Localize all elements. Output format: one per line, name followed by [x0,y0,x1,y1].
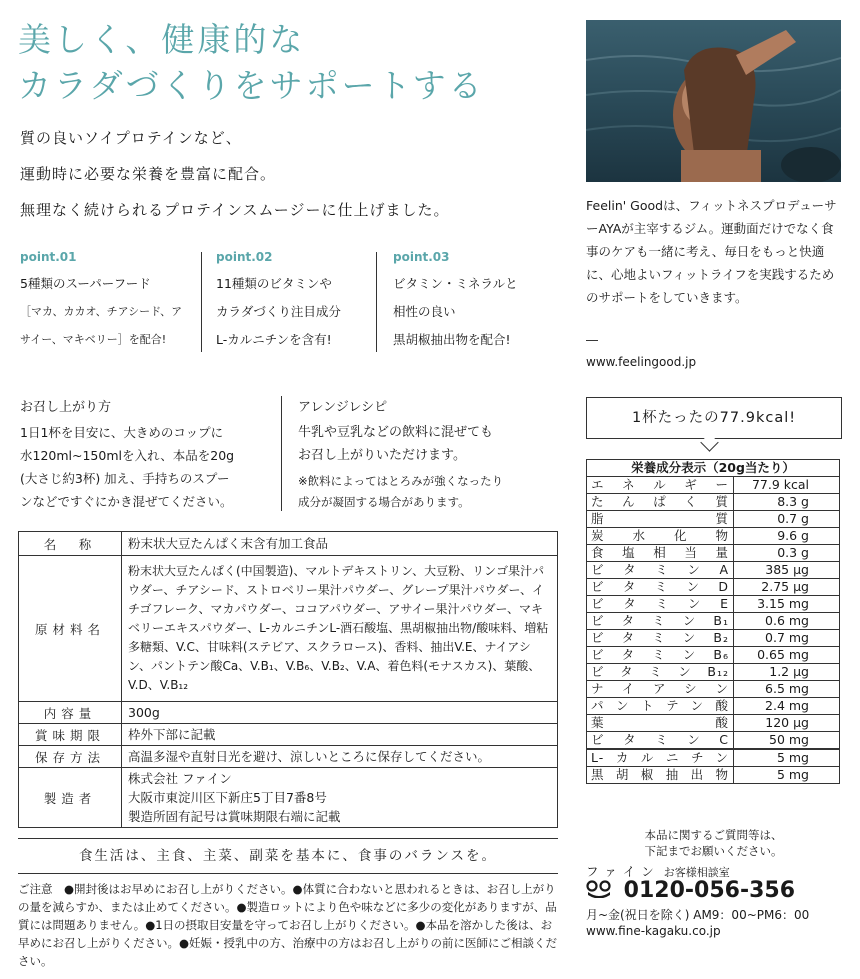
manufacturer-value [122,768,558,828]
nutrient-value: 120 μg [734,715,840,732]
arrange-section [298,396,560,513]
table-row [19,532,558,556]
serving-section [20,396,275,513]
arrange-line-1: 牛乳や豆乳などの飲料に混ぜても [298,425,494,440]
table-row [19,746,558,768]
table-row [587,494,840,511]
ingredients-label: 原材料名 [19,556,122,702]
point-03-line-1: ビタミン・ミネラルと [393,276,518,291]
serving-line-2: 水120ml~150mlを入れ、本品を20g [20,448,235,463]
ingredients-value: 粉末状大豆たんぱく(中国製造)、マルトデキストリン、大豆粉、リンゴ果汁パウダー、チアシード、ストロベリー果汁パウダー、グレープ果汁パウダー、イチゴフレーク、マカパウダー、ココアパウダー、アサイー果汁パウダー、マキベリーエキスパウダー、L-カルニチンL-酒石酸塩、黒胡椒抽出物/酸味料、増粘多糖類、V.C、甘味料(ステビア、スクラロース)、香料、抽出V.E、ナイアシン、パントテン酸Ca、V.B₁、V.B₆、V.B₂、V.A、着色料(モナスカス)、葉酸、V.D、V.B₁₂ [122,556,558,702]
nutrient-name: ビタミンC [587,732,734,750]
product-name-value: 粉末状大豆たんぱく末含有加工食品 [122,532,558,556]
headline-line-2: カラダづくりをサポートする [18,66,485,105]
manufacturer-company: 株式会社 ファイン [128,771,232,786]
nutrition-table [586,459,840,784]
point-03-line-2: 相性の良い [393,304,456,319]
table-row [587,562,840,579]
product-info-table [18,531,558,828]
nutrient-value: 0.65 mg [734,647,840,664]
point-divider-2 [376,252,377,352]
point-02-line-3: L-カルニチンを含有! [216,332,332,347]
nutrient-name: 黒胡椒抽出物 [587,767,734,784]
table-row [587,681,840,698]
nutrient-value: 1.2 μg [734,664,840,681]
table-row [587,528,840,545]
point-02-line-1: 11種類のビタミンや [216,276,332,291]
point-03-line-3: 黒胡椒抽出物を配合! [393,332,511,347]
nutrition-rows [587,477,840,750]
volume-label: 内容量 [19,702,122,724]
nutrient-value: 0.7 g [734,511,840,528]
nutrient-name: ビタミンB₂ [587,630,734,647]
nutrient-value: 0.7 mg [734,630,840,647]
nutrient-value: 0.6 mg [734,613,840,630]
table-row [587,511,840,528]
nutrient-name: 炭水化物 [587,528,734,545]
nutrient-name: ビタミンD [587,579,734,596]
table-row [19,724,558,746]
nutrient-name: 葉酸 [587,715,734,732]
business-hours: 月~金(祝日を除く) AM9：00~PM6：00 [586,908,810,922]
fine-kagaku-url[interactable]: www.fine-kagaku.co.jp [586,924,721,938]
storage-value: 高温多湿や直射日光を避け、涼しいところに保存してください。 [122,746,558,768]
nutrient-value: 50 mg [734,732,840,750]
nutrient-name: パントテン酸 [587,698,734,715]
nutrient-name: L-カルニチン [587,749,734,767]
storage-label: 保存方法 [19,746,122,768]
table-row [587,664,840,681]
nutrient-name: 食塩相当量 [587,545,734,562]
company-name: ファイン [586,864,660,879]
nutrient-value: 3.15 mg [734,596,840,613]
point-01-line-1: 5種類のスーパーフード [20,276,151,291]
point-01-line-2: ［マカ、カカオ、チアシード、ア [20,305,183,318]
volume-value: 300g [122,702,558,724]
arrange-note-line-1: ※飲料によってはとろみが強くなったり [298,474,504,488]
aya-dash: ― [586,333,598,347]
serving-line-4: ンなどですぐにかき混ぜてください。 [20,494,233,509]
arrange-note-line-2: 成分が凝固する場合があります。 [298,495,470,509]
table-row [587,732,840,750]
table-row [587,749,840,767]
headline-line-1: 美しく、健康的な [18,20,306,59]
point-divider-1 [201,252,202,352]
expiry-label: 賞味期限 [19,724,122,746]
nutrition-extra-rows [587,749,840,784]
nutrient-value: 2.75 μg [734,579,840,596]
aya-photo [586,20,841,182]
intro-line-3: 無理なく続けられるプロテインスムージーに仕上げました。 [20,201,450,219]
manufacturer-address: 大阪市東淀川区下新庄5丁目7番8号 [128,790,327,805]
serving-title: お召し上がり方 [20,400,112,415]
point-03 [393,250,558,354]
nutrient-value: 77.9 kcal [734,477,840,494]
nutrient-value: 0.3 g [734,545,840,562]
nutrient-name: ビタミンB₁ [587,613,734,630]
nutrition-title: 栄養成分表示（20g当たり） [587,460,840,477]
nutrient-name: ナイアシン [587,681,734,698]
table-row [587,613,840,630]
point-01-line-3: サイー、マキベリー］を配合! [20,333,167,346]
balance-message: 食生活は、主食、主菜、副菜を基本に、食事のバランスを。 [18,838,558,874]
point-01 [20,250,195,354]
nutrient-value: 5 mg [734,767,840,784]
phone-number[interactable]: 0120-056-356 [623,878,796,903]
nutrient-value: 385 μg [734,562,840,579]
nutrient-value: 8.3 g [734,494,840,511]
intro-line-2: 運動時に必要な栄養を豊富に配合。 [20,165,277,183]
table-row [587,579,840,596]
table-row [19,768,558,828]
table-row [587,647,840,664]
table-row [587,596,840,613]
aya-description: Feelin' Goodは、フィットネスプロデューサーAYAが主宰するジム。運動面だけでなく食事のケアも一緒に考え、毎日をもっと快適に、心地よいフィットライフを実践するためのサポートをしていきます。 [586,198,837,305]
section-divider [281,396,282,511]
nutrient-value: 5 mg [734,749,840,767]
table-row [587,630,840,647]
kcal-badge: 1杯たったの77.9kcal! [586,397,842,439]
point-02-heading: point.02 [216,250,273,264]
caution-text: ご注意 ●開封後はお早めにお召し上がりください。●体質に合わないと思われるときは、お召し上がりの量を減らすか、または止めてください。●製造ロットにより色や味などに多少の変化がありますが、品質には問題ありません。●1日の摂取目安量を守ってお召し上がりください。●本品を溶かした後は、お早めにお召し上がりください。●妊娠・授乳中の方、治療中の方はお召し上がりの前に医師にご相談ください。 [18,882,558,968]
serving-line-3: (大さじ約3杯) 加え、手持ちのスプー [20,471,230,486]
serving-line-1: 1日1杯を目安に、大きめのコップに [20,425,224,440]
table-row [587,477,840,494]
table-row [19,556,558,702]
table-row [587,545,840,562]
phone-line [586,878,795,904]
intro-line-1: 質の良いソイプロテインなど、 [20,129,242,147]
nutrient-name: ビタミンB₁₂ [587,664,734,681]
point-03-heading: point.03 [393,250,450,264]
manufacturer-note: 製造所固有記号は賞味期限右端に記載 [128,809,341,824]
free-dial-icon [586,879,612,904]
product-name-label: 名 称 [19,532,122,556]
point-02-line-2: カラダづくり注目成分 [216,304,341,319]
aya-photo-image [586,20,841,182]
arrange-line-2: お召し上がりいただけます。 [298,448,466,463]
nutrient-name: 脂質 [587,511,734,528]
table-row [19,702,558,724]
table-row [587,698,840,715]
inquiry-text [586,827,841,859]
point-02 [216,250,366,354]
nutrient-value: 9.6 g [734,528,840,545]
nutrient-name: ビタミンB₆ [587,647,734,664]
table-row [587,460,840,477]
nutrient-value: 6.5 mg [734,681,840,698]
nutrient-name: たんぱく質 [587,494,734,511]
inquiry-line-1: 本品に関するご質問等は、 [644,828,783,842]
feelingood-url[interactable]: www.feelingood.jp [586,355,697,369]
nutrient-value: 2.4 mg [734,698,840,715]
nutrient-name: ビタミンE [587,596,734,613]
manufacturer-label: 製造者 [19,768,122,828]
expiry-value: 枠外下部に記載 [122,724,558,746]
arrange-title: アレンジレシピ [298,400,388,415]
nutrient-name: ビタミンA [587,562,734,579]
point-01-heading: point.01 [20,250,77,264]
nutrient-name: エネルギー [587,477,734,494]
table-row [587,767,840,784]
inquiry-line-2: 下記までお願いください。 [644,844,783,858]
customer-desk: お客様相談室 [663,866,730,879]
table-row [587,715,840,732]
